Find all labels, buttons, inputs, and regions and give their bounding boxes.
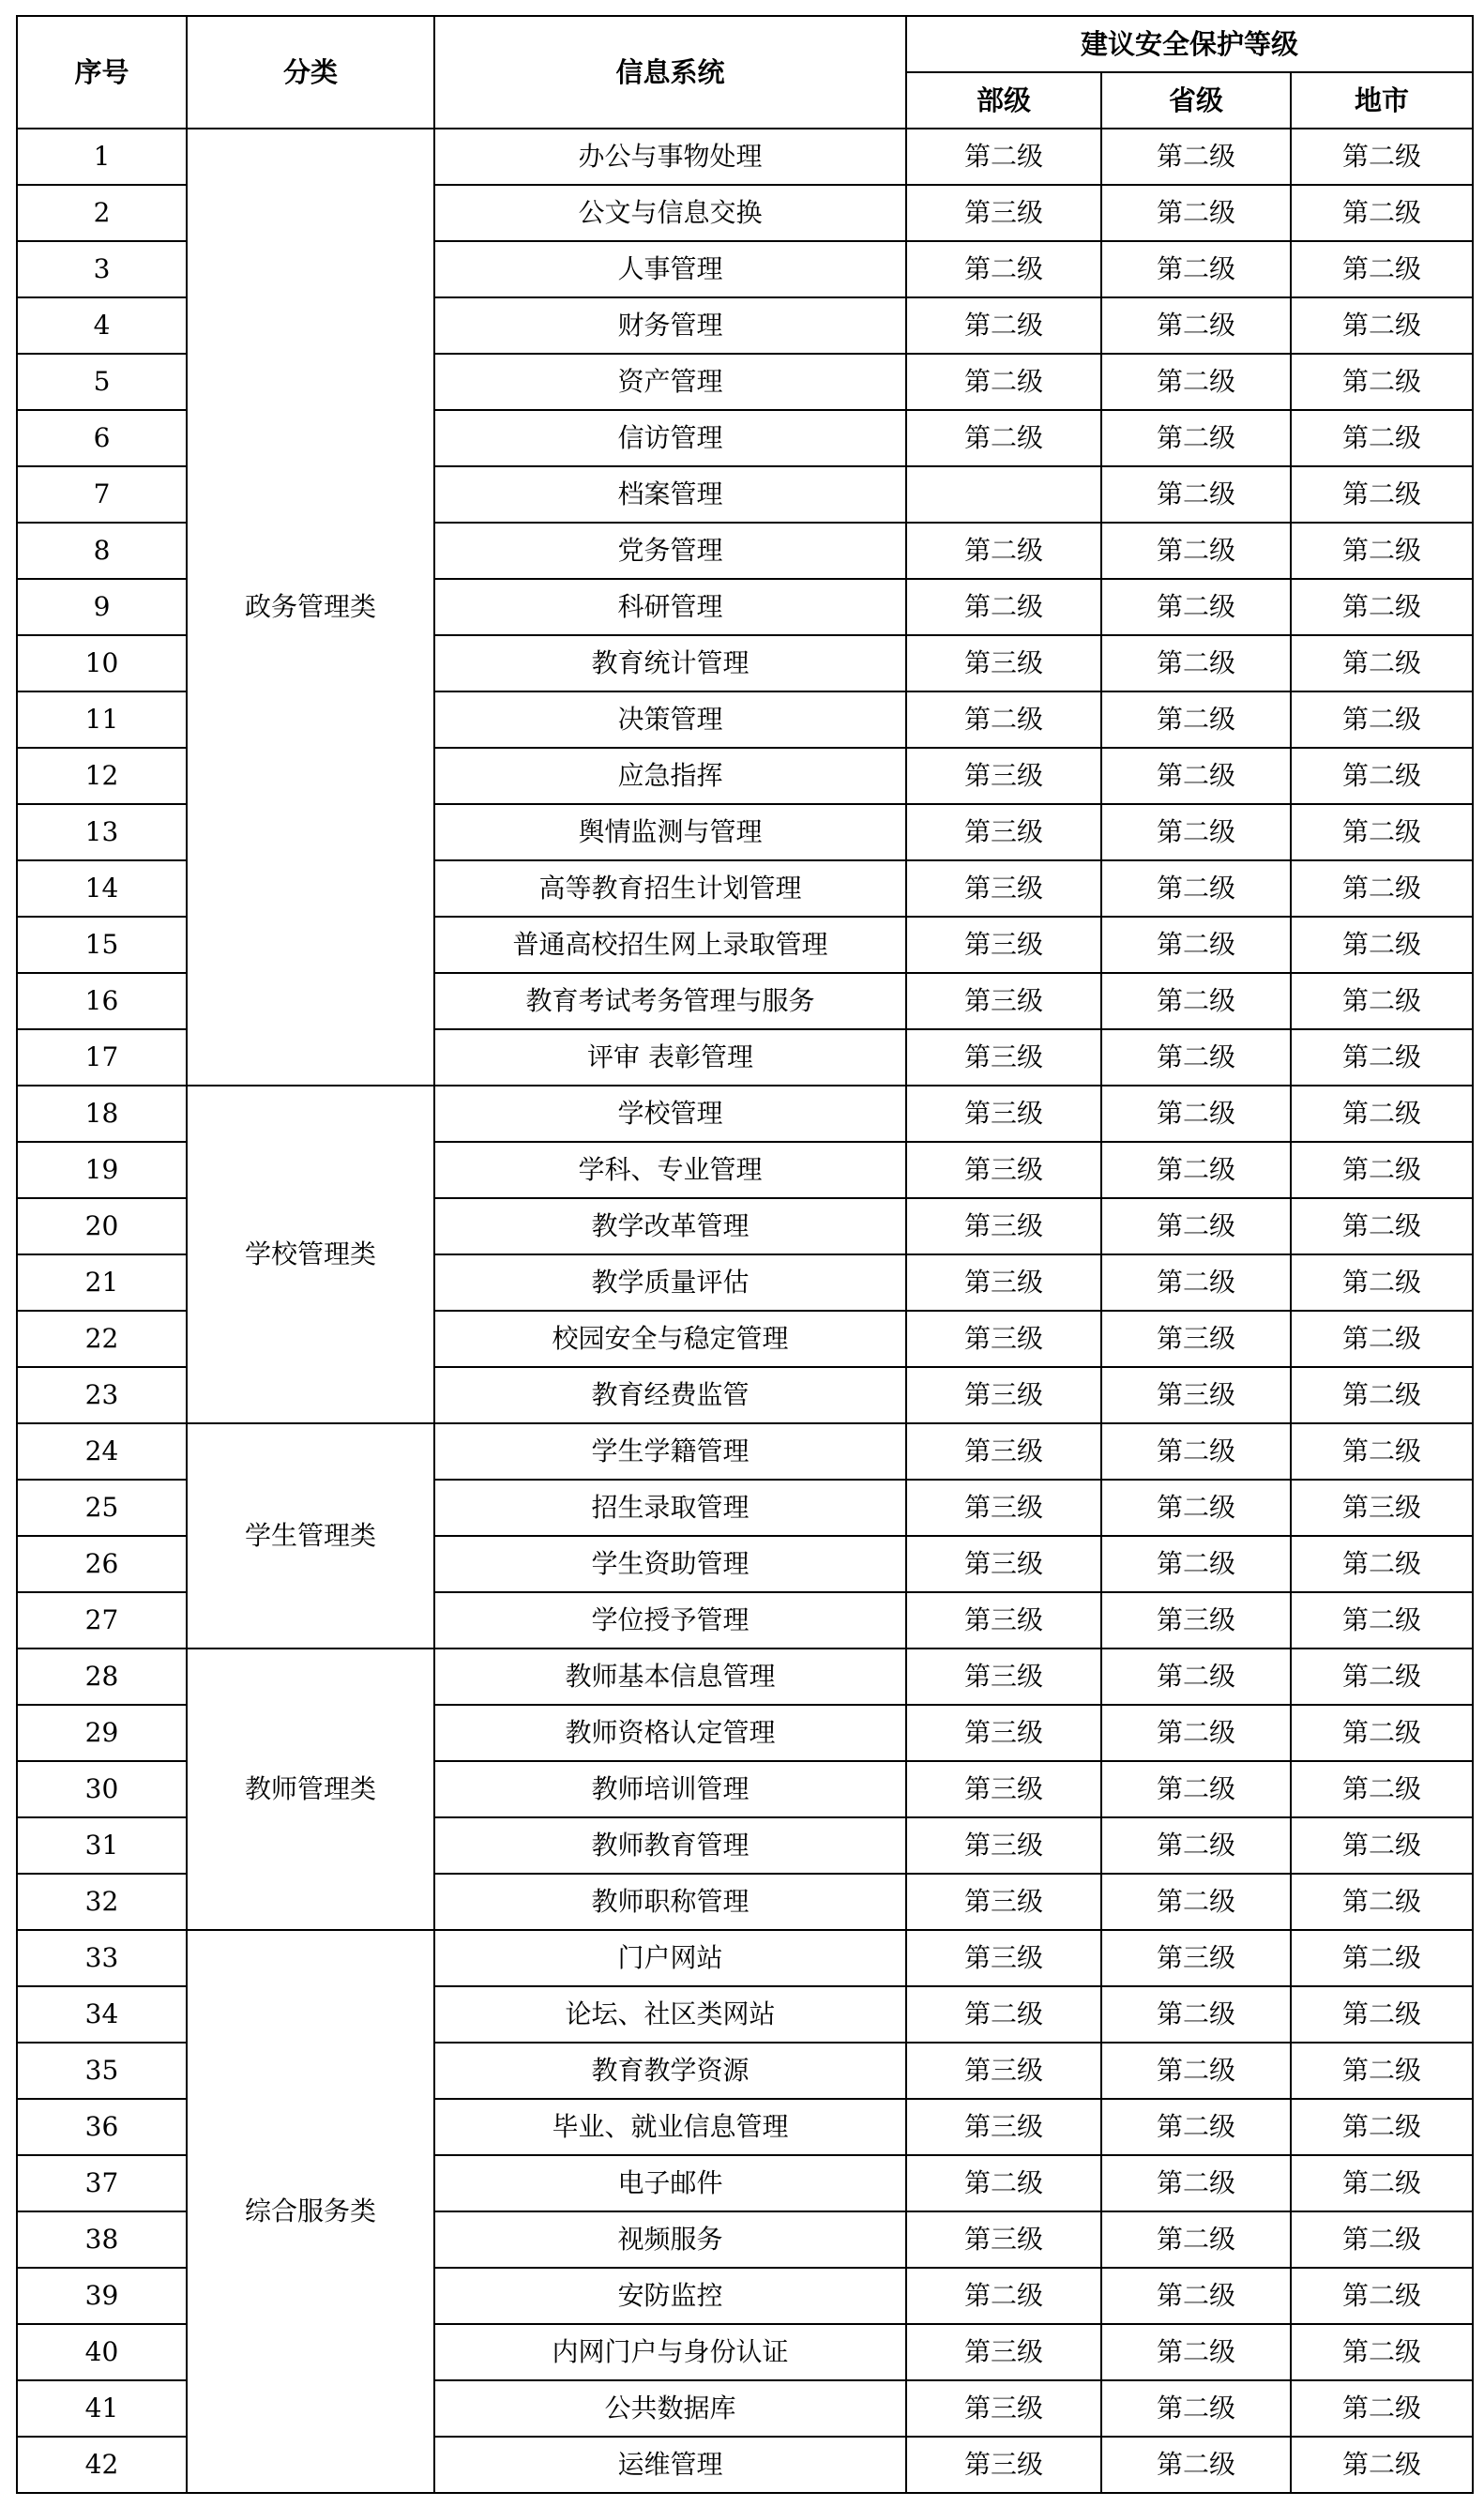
system-name-cell: 门户网站 <box>434 1930 906 1986</box>
level-ministry-cell: 第三级 <box>906 2099 1101 2155</box>
header-protection-level-group: 建议安全保护等级 <box>906 16 1473 72</box>
level-province-cell: 第二级 <box>1101 1423 1291 1480</box>
level-province-cell: 第二级 <box>1101 748 1291 804</box>
row-number-cell: 35 <box>17 2043 187 2099</box>
system-name-cell: 决策管理 <box>434 691 906 748</box>
level-ministry-cell: 第二级 <box>906 691 1101 748</box>
level-city-cell: 第二级 <box>1291 1592 1473 1649</box>
level-city-cell: 第二级 <box>1291 635 1473 691</box>
level-province-cell: 第二级 <box>1101 1029 1291 1086</box>
level-ministry-cell: 第三级 <box>906 748 1101 804</box>
level-province-cell: 第二级 <box>1101 579 1291 635</box>
row-number-cell: 17 <box>17 1029 187 1086</box>
level-province-cell: 第二级 <box>1101 1198 1291 1254</box>
level-ministry-cell: 第三级 <box>906 917 1101 973</box>
category-cell: 学生管理类 <box>187 1423 434 1649</box>
system-name-cell: 应急指挥 <box>434 748 906 804</box>
system-name-cell: 内网门户与身份认证 <box>434 2324 906 2380</box>
row-number-cell: 5 <box>17 354 187 410</box>
system-name-cell: 财务管理 <box>434 297 906 354</box>
level-city-cell: 第二级 <box>1291 1986 1473 2043</box>
system-name-cell: 评审 表彰管理 <box>434 1029 906 1086</box>
level-city-cell: 第二级 <box>1291 1029 1473 1086</box>
system-name-cell: 校园安全与稳定管理 <box>434 1311 906 1367</box>
level-province-cell: 第二级 <box>1101 2268 1291 2324</box>
level-ministry-cell: 第三级 <box>906 1705 1101 1761</box>
row-number-cell: 1 <box>17 129 187 185</box>
row-number-cell: 37 <box>17 2155 187 2211</box>
category-cell: 政务管理类 <box>187 129 434 1086</box>
row-number-cell: 26 <box>17 1536 187 1592</box>
header-no: 序号 <box>17 16 187 129</box>
header-system: 信息系统 <box>434 16 906 129</box>
row-number-cell: 18 <box>17 1086 187 1142</box>
system-name-cell: 档案管理 <box>434 466 906 523</box>
row-number-cell: 2 <box>17 185 187 241</box>
system-name-cell: 普通高校招生网上录取管理 <box>434 917 906 973</box>
row-number-cell: 4 <box>17 297 187 354</box>
level-ministry-cell: 第三级 <box>906 1649 1101 1705</box>
level-ministry-cell: 第三级 <box>906 1480 1101 1536</box>
table-header <box>17 16 1473 129</box>
level-province-cell: 第二级 <box>1101 1705 1291 1761</box>
level-province-cell: 第二级 <box>1101 241 1291 297</box>
row-number-cell: 20 <box>17 1198 187 1254</box>
level-ministry-cell: 第三级 <box>906 1311 1101 1367</box>
row-number-cell: 24 <box>17 1423 187 1480</box>
row-number-cell: 41 <box>17 2380 187 2437</box>
level-ministry-cell: 第二级 <box>906 2268 1101 2324</box>
level-ministry-cell: 第三级 <box>906 1254 1101 1311</box>
row-number-cell: 22 <box>17 1311 187 1367</box>
level-city-cell: 第二级 <box>1291 241 1473 297</box>
system-name-cell: 学生资助管理 <box>434 1536 906 1592</box>
row-number-cell: 16 <box>17 973 187 1029</box>
level-city-cell: 第二级 <box>1291 1423 1473 1480</box>
row-number-cell: 13 <box>17 804 187 860</box>
system-name-cell: 教师培训管理 <box>434 1761 906 1817</box>
level-city-cell: 第二级 <box>1291 1311 1473 1367</box>
level-city-cell: 第二级 <box>1291 691 1473 748</box>
level-province-cell: 第三级 <box>1101 1367 1291 1423</box>
level-province-cell: 第二级 <box>1101 691 1291 748</box>
row-number-cell: 40 <box>17 2324 187 2380</box>
level-city-cell: 第二级 <box>1291 2211 1473 2268</box>
header-level-ministry: 部级 <box>906 72 1101 129</box>
row-number-cell: 28 <box>17 1649 187 1705</box>
level-city-cell: 第二级 <box>1291 2155 1473 2211</box>
row-number-cell: 29 <box>17 1705 187 1761</box>
level-province-cell: 第二级 <box>1101 1536 1291 1592</box>
level-city-cell: 第二级 <box>1291 579 1473 635</box>
level-province-cell: 第二级 <box>1101 1817 1291 1874</box>
system-name-cell: 论坛、社区类网站 <box>434 1986 906 2043</box>
row-number-cell: 15 <box>17 917 187 973</box>
level-province-cell: 第二级 <box>1101 973 1291 1029</box>
level-city-cell: 第二级 <box>1291 973 1473 1029</box>
level-province-cell: 第二级 <box>1101 354 1291 410</box>
level-city-cell: 第二级 <box>1291 129 1473 185</box>
table-row <box>17 129 1473 185</box>
row-number-cell: 34 <box>17 1986 187 2043</box>
row-number-cell: 33 <box>17 1930 187 1986</box>
system-name-cell: 教师职称管理 <box>434 1874 906 1930</box>
system-name-cell: 舆情监测与管理 <box>434 804 906 860</box>
category-cell: 综合服务类 <box>187 1930 434 2493</box>
level-ministry-cell: 第三级 <box>906 185 1101 241</box>
level-ministry-cell: 第三级 <box>906 1874 1101 1930</box>
level-ministry-cell: 第三级 <box>906 1198 1101 1254</box>
row-number-cell: 23 <box>17 1367 187 1423</box>
row-number-cell: 38 <box>17 2211 187 2268</box>
level-city-cell: 第二级 <box>1291 297 1473 354</box>
level-city-cell: 第二级 <box>1291 1142 1473 1198</box>
table-body <box>17 129 1473 2493</box>
system-name-cell: 资产管理 <box>434 354 906 410</box>
table-row <box>17 1930 1473 1986</box>
row-number-cell: 7 <box>17 466 187 523</box>
system-name-cell: 学位授予管理 <box>434 1592 906 1649</box>
level-province-cell: 第三级 <box>1101 1930 1291 1986</box>
level-province-cell: 第二级 <box>1101 2211 1291 2268</box>
level-province-cell: 第二级 <box>1101 1254 1291 1311</box>
level-ministry-cell: 第三级 <box>906 1930 1101 1986</box>
level-city-cell: 第二级 <box>1291 1649 1473 1705</box>
level-city-cell: 第二级 <box>1291 1761 1473 1817</box>
level-city-cell: 第二级 <box>1291 1367 1473 1423</box>
level-city-cell: 第二级 <box>1291 917 1473 973</box>
level-ministry-cell: 第三级 <box>906 1817 1101 1874</box>
system-name-cell: 科研管理 <box>434 579 906 635</box>
level-province-cell: 第二级 <box>1101 1480 1291 1536</box>
system-name-cell: 学科、专业管理 <box>434 1142 906 1198</box>
system-name-cell: 电子邮件 <box>434 2155 906 2211</box>
level-province-cell: 第三级 <box>1101 1311 1291 1367</box>
level-city-cell: 第二级 <box>1291 1817 1473 1874</box>
level-city-cell: 第二级 <box>1291 2268 1473 2324</box>
level-ministry-cell <box>906 466 1101 523</box>
row-number-cell: 11 <box>17 691 187 748</box>
category-cell: 学校管理类 <box>187 1086 434 1423</box>
level-city-cell: 第二级 <box>1291 466 1473 523</box>
level-province-cell: 第二级 <box>1101 466 1291 523</box>
level-ministry-cell: 第三级 <box>906 1367 1101 1423</box>
row-number-cell: 32 <box>17 1874 187 1930</box>
system-name-cell: 学校管理 <box>434 1086 906 1142</box>
level-province-cell: 第二级 <box>1101 2437 1291 2493</box>
row-number-cell: 31 <box>17 1817 187 1874</box>
level-ministry-cell: 第三级 <box>906 973 1101 1029</box>
level-ministry-cell: 第二级 <box>906 2155 1101 2211</box>
row-number-cell: 25 <box>17 1480 187 1536</box>
row-number-cell: 39 <box>17 2268 187 2324</box>
level-ministry-cell: 第三级 <box>906 1761 1101 1817</box>
row-number-cell: 14 <box>17 860 187 917</box>
level-province-cell: 第二级 <box>1101 297 1291 354</box>
level-ministry-cell: 第三级 <box>906 1536 1101 1592</box>
row-number-cell: 10 <box>17 635 187 691</box>
row-number-cell: 12 <box>17 748 187 804</box>
system-name-cell: 学生学籍管理 <box>434 1423 906 1480</box>
table-row <box>17 1649 1473 1705</box>
level-ministry-cell: 第三级 <box>906 2211 1101 2268</box>
level-province-cell: 第二级 <box>1101 129 1291 185</box>
level-city-cell: 第二级 <box>1291 523 1473 579</box>
level-city-cell: 第二级 <box>1291 860 1473 917</box>
level-ministry-cell: 第三级 <box>906 635 1101 691</box>
row-number-cell: 36 <box>17 2099 187 2155</box>
system-name-cell: 教学改革管理 <box>434 1198 906 1254</box>
level-ministry-cell: 第二级 <box>906 297 1101 354</box>
level-ministry-cell: 第二级 <box>906 129 1101 185</box>
level-city-cell: 第二级 <box>1291 1705 1473 1761</box>
system-name-cell: 教育统计管理 <box>434 635 906 691</box>
system-name-cell: 教学质量评估 <box>434 1254 906 1311</box>
header-category: 分类 <box>187 16 434 129</box>
system-name-cell: 安防监控 <box>434 2268 906 2324</box>
row-number-cell: 21 <box>17 1254 187 1311</box>
row-number-cell: 27 <box>17 1592 187 1649</box>
system-name-cell: 公共数据库 <box>434 2380 906 2437</box>
row-number-cell: 19 <box>17 1142 187 1198</box>
system-name-cell: 办公与事物处理 <box>434 129 906 185</box>
level-ministry-cell: 第三级 <box>906 1592 1101 1649</box>
level-ministry-cell: 第二级 <box>906 241 1101 297</box>
level-city-cell: 第二级 <box>1291 1086 1473 1142</box>
system-name-cell: 人事管理 <box>434 241 906 297</box>
system-name-cell: 高等教育招生计划管理 <box>434 860 906 917</box>
level-province-cell: 第二级 <box>1101 185 1291 241</box>
level-province-cell: 第二级 <box>1101 2380 1291 2437</box>
level-province-cell: 第二级 <box>1101 804 1291 860</box>
level-province-cell: 第二级 <box>1101 523 1291 579</box>
level-province-cell: 第二级 <box>1101 1086 1291 1142</box>
row-number-cell: 3 <box>17 241 187 297</box>
level-province-cell: 第二级 <box>1101 1874 1291 1930</box>
row-number-cell: 8 <box>17 523 187 579</box>
level-city-cell: 第二级 <box>1291 185 1473 241</box>
level-province-cell: 第三级 <box>1101 1592 1291 1649</box>
level-province-cell: 第二级 <box>1101 410 1291 466</box>
level-province-cell: 第二级 <box>1101 2324 1291 2380</box>
level-city-cell: 第三级 <box>1291 1480 1473 1536</box>
level-ministry-cell: 第三级 <box>906 1423 1101 1480</box>
level-ministry-cell: 第三级 <box>906 2437 1101 2493</box>
level-ministry-cell: 第三级 <box>906 1142 1101 1198</box>
level-province-cell: 第二级 <box>1101 1986 1291 2043</box>
level-city-cell: 第二级 <box>1291 2324 1473 2380</box>
row-number-cell: 6 <box>17 410 187 466</box>
level-city-cell: 第二级 <box>1291 1198 1473 1254</box>
level-province-cell: 第二级 <box>1101 635 1291 691</box>
level-ministry-cell: 第三级 <box>906 2324 1101 2380</box>
level-ministry-cell: 第二级 <box>906 354 1101 410</box>
system-name-cell: 信访管理 <box>434 410 906 466</box>
level-province-cell: 第二级 <box>1101 1649 1291 1705</box>
row-number-cell: 30 <box>17 1761 187 1817</box>
row-number-cell: 9 <box>17 579 187 635</box>
system-name-cell: 招生录取管理 <box>434 1480 906 1536</box>
security-level-table <box>16 15 1474 2494</box>
level-province-cell: 第二级 <box>1101 1761 1291 1817</box>
system-name-cell: 毕业、就业信息管理 <box>434 2099 906 2155</box>
system-name-cell: 教师教育管理 <box>434 1817 906 1874</box>
level-ministry-cell: 第三级 <box>906 1086 1101 1142</box>
level-province-cell: 第二级 <box>1101 2099 1291 2155</box>
level-ministry-cell: 第二级 <box>906 579 1101 635</box>
level-ministry-cell: 第二级 <box>906 523 1101 579</box>
header-level-province: 省级 <box>1101 72 1291 129</box>
level-city-cell: 第二级 <box>1291 1874 1473 1930</box>
system-name-cell: 运维管理 <box>434 2437 906 2493</box>
system-name-cell: 党务管理 <box>434 523 906 579</box>
category-cell: 教师管理类 <box>187 1649 434 1930</box>
table-row <box>17 1086 1473 1142</box>
level-province-cell: 第二级 <box>1101 917 1291 973</box>
level-ministry-cell: 第三级 <box>906 1029 1101 1086</box>
level-ministry-cell: 第三级 <box>906 860 1101 917</box>
level-city-cell: 第二级 <box>1291 1930 1473 1986</box>
level-city-cell: 第二级 <box>1291 748 1473 804</box>
level-city-cell: 第二级 <box>1291 1536 1473 1592</box>
system-name-cell: 教育教学资源 <box>434 2043 906 2099</box>
level-city-cell: 第二级 <box>1291 804 1473 860</box>
level-ministry-cell: 第三级 <box>906 804 1101 860</box>
level-city-cell: 第二级 <box>1291 2380 1473 2437</box>
table-row <box>17 1423 1473 1480</box>
system-name-cell: 公文与信息交换 <box>434 185 906 241</box>
level-province-cell: 第二级 <box>1101 1142 1291 1198</box>
level-province-cell: 第二级 <box>1101 860 1291 917</box>
level-city-cell: 第二级 <box>1291 2099 1473 2155</box>
row-number-cell: 42 <box>17 2437 187 2493</box>
level-province-cell: 第二级 <box>1101 2155 1291 2211</box>
level-city-cell: 第二级 <box>1291 410 1473 466</box>
level-city-cell: 第二级 <box>1291 2043 1473 2099</box>
level-ministry-cell: 第三级 <box>906 2043 1101 2099</box>
system-name-cell: 教师资格认定管理 <box>434 1705 906 1761</box>
level-ministry-cell: 第三级 <box>906 2380 1101 2437</box>
system-name-cell: 教师基本信息管理 <box>434 1649 906 1705</box>
system-name-cell: 视频服务 <box>434 2211 906 2268</box>
level-city-cell: 第二级 <box>1291 1254 1473 1311</box>
header-level-city: 地市 <box>1291 72 1473 129</box>
level-ministry-cell: 第二级 <box>906 1986 1101 2043</box>
level-city-cell: 第二级 <box>1291 2437 1473 2493</box>
system-name-cell: 教育考试考务管理与服务 <box>434 973 906 1029</box>
level-province-cell: 第二级 <box>1101 2043 1291 2099</box>
level-city-cell: 第二级 <box>1291 354 1473 410</box>
system-name-cell: 教育经费监管 <box>434 1367 906 1423</box>
level-ministry-cell: 第二级 <box>906 410 1101 466</box>
